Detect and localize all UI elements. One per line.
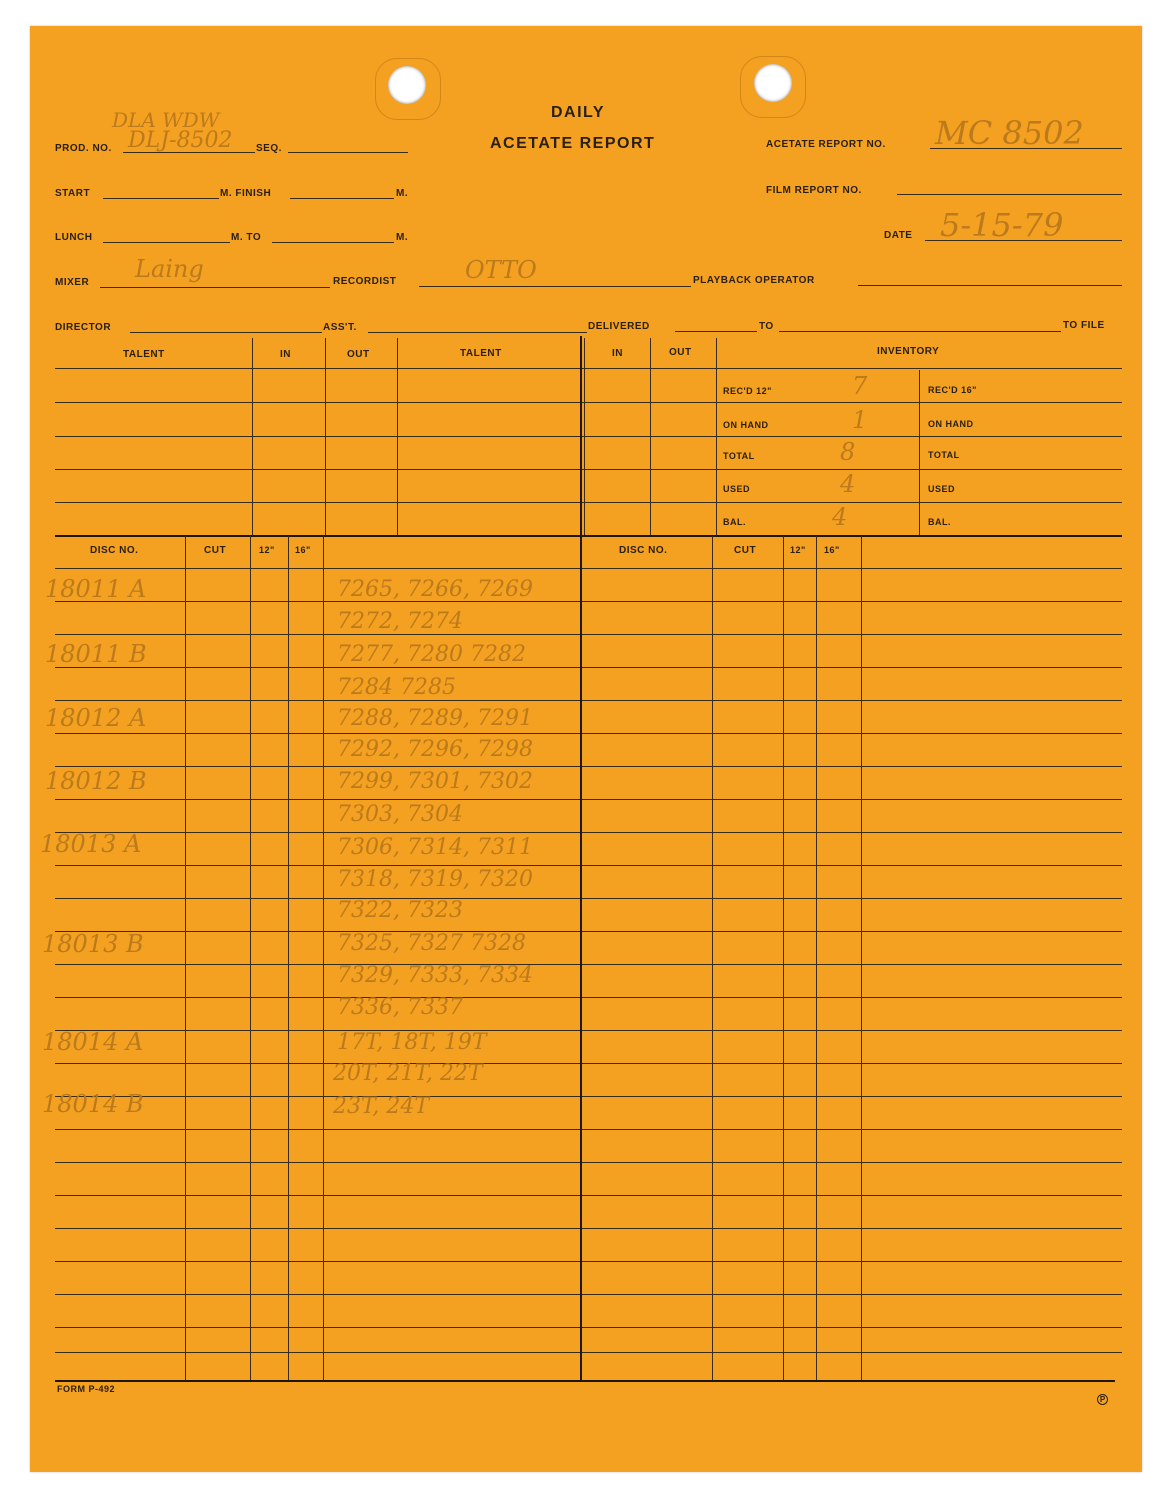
acetate-report-no-label: ACETATE REPORT NO.	[766, 139, 886, 150]
inventory-on-hand-16-label: ON HAND	[928, 419, 974, 429]
inventory-bal-12-label: BAL.	[723, 517, 746, 527]
m-label-1: M.	[396, 188, 409, 199]
prod-no-value[interactable]: DLJ-8502	[128, 128, 233, 153]
disc-number: 18014 A	[42, 1028, 144, 1056]
inventory-bal-16-label: BAL.	[928, 517, 951, 527]
registered-mark-icon: P	[1097, 1394, 1108, 1405]
sixteen-inch-header-right: 16"	[824, 545, 840, 555]
recordist-label: RECORDIST	[333, 276, 397, 287]
cut-list: 7299, 7301, 7302	[337, 769, 533, 794]
out-header-2: OUT	[669, 347, 692, 358]
cut-list: 7306, 7314, 7311	[337, 835, 533, 860]
inventory-used-12-label: USED	[723, 484, 751, 494]
disc-no-header-left: DISC NO.	[90, 545, 139, 556]
cut-list: 7272, 7274	[337, 609, 463, 634]
inventory-used-value[interactable]: 4	[840, 470, 856, 498]
cut-list: 7325, 7327 7328	[337, 931, 526, 956]
acetate-report-no-value[interactable]: MC 8502	[935, 114, 1084, 152]
date-label: DATE	[884, 230, 913, 241]
inventory-total-12-label: TOTAL	[723, 451, 755, 461]
recordist-value[interactable]: OTTO	[465, 256, 537, 284]
mixer-label: MIXER	[55, 277, 90, 288]
inventory-total-value[interactable]: 8	[840, 438, 856, 466]
punch-hole-right	[754, 64, 792, 102]
disc-number: 18012 B	[45, 767, 147, 795]
disc-number: 18012 A	[45, 704, 147, 732]
inventory-used-16-label: USED	[928, 484, 956, 494]
form-title-daily: DAILY	[551, 104, 606, 121]
form-title-acetate-report: ACETATE REPORT	[490, 135, 656, 152]
inventory-total-16-label: TOTAL	[928, 450, 960, 460]
playback-operator-label: PLAYBACK OPERATOR	[693, 275, 815, 286]
cut-list: 17T, 18T, 19T	[337, 1030, 487, 1055]
talent-header-2: TALENT	[460, 348, 502, 359]
inventory-recd-12-label: REC'D 12"	[723, 386, 772, 396]
cut-list: 20T, 21T, 22T	[333, 1061, 483, 1086]
to-file-label: TO FILE	[1063, 320, 1105, 331]
cut-list: 7322, 7323	[337, 898, 463, 923]
sixteen-inch-header-left: 16"	[295, 545, 311, 555]
twelve-inch-header-right: 12"	[790, 545, 806, 555]
cut-list: 7318, 7319, 7320	[337, 867, 533, 892]
delivered-label: DELIVERED	[588, 321, 650, 332]
m-label-2: M.	[396, 232, 409, 243]
m-finish-label: M. FINISH	[220, 188, 272, 199]
inventory-bal-value[interactable]: 4	[832, 503, 848, 531]
cut-list: 7288, 7289, 7291	[337, 706, 533, 731]
disc-number: 18011 A	[45, 575, 147, 603]
inventory-on-hand-value[interactable]: 1	[852, 406, 868, 434]
to-label: TO	[759, 321, 774, 332]
start-label: START	[55, 188, 91, 199]
cut-list: 7303, 7304	[337, 802, 463, 827]
inventory-recd-12-value[interactable]: 7	[852, 372, 868, 400]
form-number: FORM P-492	[57, 1384, 116, 1394]
inventory-header: INVENTORY	[877, 346, 940, 357]
disc-number: 18014 B	[42, 1090, 144, 1118]
disc-number: 18013 A	[40, 830, 142, 858]
disc-number: 18013 B	[42, 930, 144, 958]
cut-list: 7336, 7337	[337, 995, 463, 1020]
lunch-label: LUNCH	[55, 232, 93, 243]
prod-no-label: PROD. NO.	[55, 143, 112, 154]
inventory-recd-16-label: REC'D 16"	[928, 385, 977, 395]
cut-header-right: CUT	[734, 545, 757, 556]
prod-no-note: DLA WDW	[112, 108, 220, 132]
cut-list: 7265, 7266, 7269	[337, 577, 533, 602]
talent-header-1: TALENT	[123, 349, 165, 360]
m-to-label: M. TO	[231, 232, 262, 243]
cut-list: 7292, 7296, 7298	[337, 737, 533, 762]
date-value[interactable]: 5-15-79	[940, 206, 1064, 244]
disc-number: 18011 B	[45, 640, 147, 668]
in-header-1: IN	[280, 349, 291, 360]
cut-header-left: CUT	[204, 545, 227, 556]
cut-list: 7284 7285	[337, 675, 456, 700]
cut-list: 23T, 24T	[333, 1094, 430, 1119]
disc-no-header-right: DISC NO.	[619, 545, 668, 556]
film-report-no-label: FILM REPORT NO.	[766, 185, 862, 196]
punch-hole-left	[388, 66, 426, 104]
mixer-value[interactable]: Laing	[135, 255, 204, 283]
seq-label: SEQ.	[256, 143, 282, 154]
cut-list: 7277, 7280 7282	[337, 642, 526, 667]
twelve-inch-header-left: 12"	[259, 545, 275, 555]
out-header-1: OUT	[347, 349, 370, 360]
in-header-2: IN	[612, 348, 623, 359]
asst-label: ASS'T.	[323, 322, 357, 333]
cut-list: 7329, 7333, 7334	[337, 963, 533, 988]
inventory-on-hand-12-label: ON HAND	[723, 420, 769, 430]
director-label: DIRECTOR	[55, 322, 112, 333]
